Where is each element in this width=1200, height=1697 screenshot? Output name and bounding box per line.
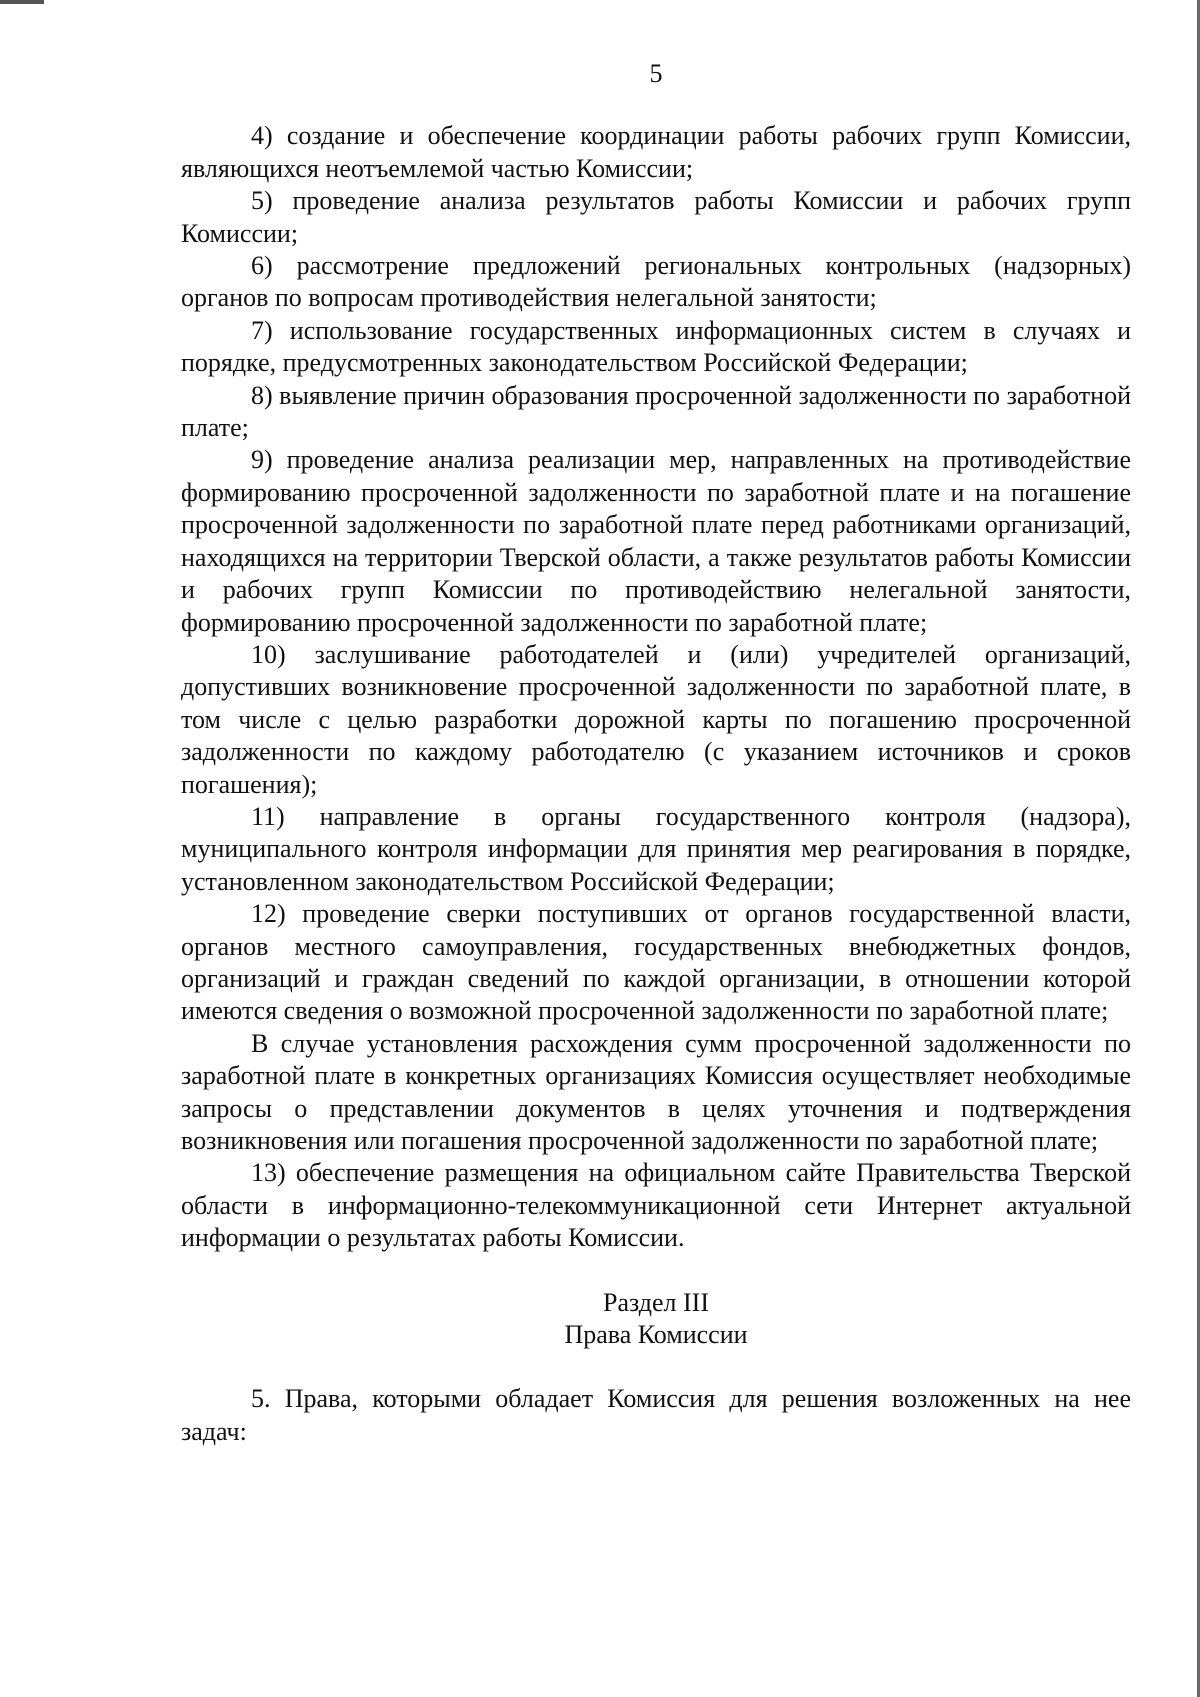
paragraph-discrepancy-note: В случае установления расхождения сумм просроченной задолженности по заработной плате в конкретных организациях Комиссия осуществляет необходимые запросы о представлении документов в целях уточнения и подтверждения возникновения или погашения просроченной задолженности по заработной плате;	[181, 1028, 1131, 1155]
paragraph-item-6: 6) рассмотрение предложений региональных контрольных (надзорных) органов по вопросам противодействия нелегальной занятости;	[181, 251, 1131, 313]
section-number: Раздел III	[602, 1287, 710, 1317]
paragraph-item-5: 5) проведение анализа результатов работы Комиссии и рабочих групп Комиссии;	[181, 186, 1131, 248]
paragraph-item-12: 12) проведение сверки поступивших от органов государственной власти, органов местного самоуправления, государственных внебюджетных фондов, организаций и граждан сведений по каждой организации, в отношении которой имеются сведения о возможной просроченной задолженности по заработной плате;	[181, 899, 1131, 1026]
paragraph-item-11: 11) направление в органы государственного контроля (надзора), муниципального контроля информации для принятия мер реагирования в порядке, установленном законодательством Российской Федерации;	[181, 801, 1131, 896]
paragraph-item-9: 9) проведение анализа реализации мер, направленных на противодействие формированию просроченной задолженности по заработной плате и на погашение просроченной задолженности по заработной плате перед работниками организаций, находящихся на территории Тверской области, а также результатов работы Комиссии и рабочих групп Комиссии по противодействию нелегальной занятости, формированию просроченной задолженности по заработной плате;	[181, 445, 1131, 637]
spacer	[181, 1351, 1131, 1383]
paragraph-item-4: 4) создание и обеспечение координации работы рабочих групп Комиссии, являющихся неотъемлемой частью Комиссии;	[181, 121, 1131, 183]
document-page	[181, 58, 1131, 1448]
paragraph-item-13: 13) обеспечение размещения на официальном сайте Правительства Тверской области в информационно-телекоммуникационной сети Интернет актуальной информации о результатах работы Комиссии.	[181, 1158, 1131, 1253]
scan-mark	[0, 0, 44, 4]
paragraph-rights-intro: 5. Права, которыми обладает Комиссия для решения возложенных на нее задач:	[181, 1384, 1131, 1446]
paragraph-item-7: 7) использование государственных информационных систем в случаях и порядке, предусмотренных законодательством Российской Федерации;	[181, 315, 1131, 378]
section-title: Права Комиссии	[564, 1320, 748, 1350]
paragraph-item-10: 10) заслушивание работодателей и (или) учредителей организаций, допустивших возникновение просроченной задолженности по заработной плате, в том числе с целью разработки дорожной карты по погашению просроченной задолженности по каждому работодателю (с указанием источников и сроков погашения);	[181, 639, 1131, 799]
page-number: 5	[649, 59, 663, 88]
paragraph-item-8: 8) выявление причин образования просроченной задолженности по заработной плате;	[181, 380, 1131, 443]
